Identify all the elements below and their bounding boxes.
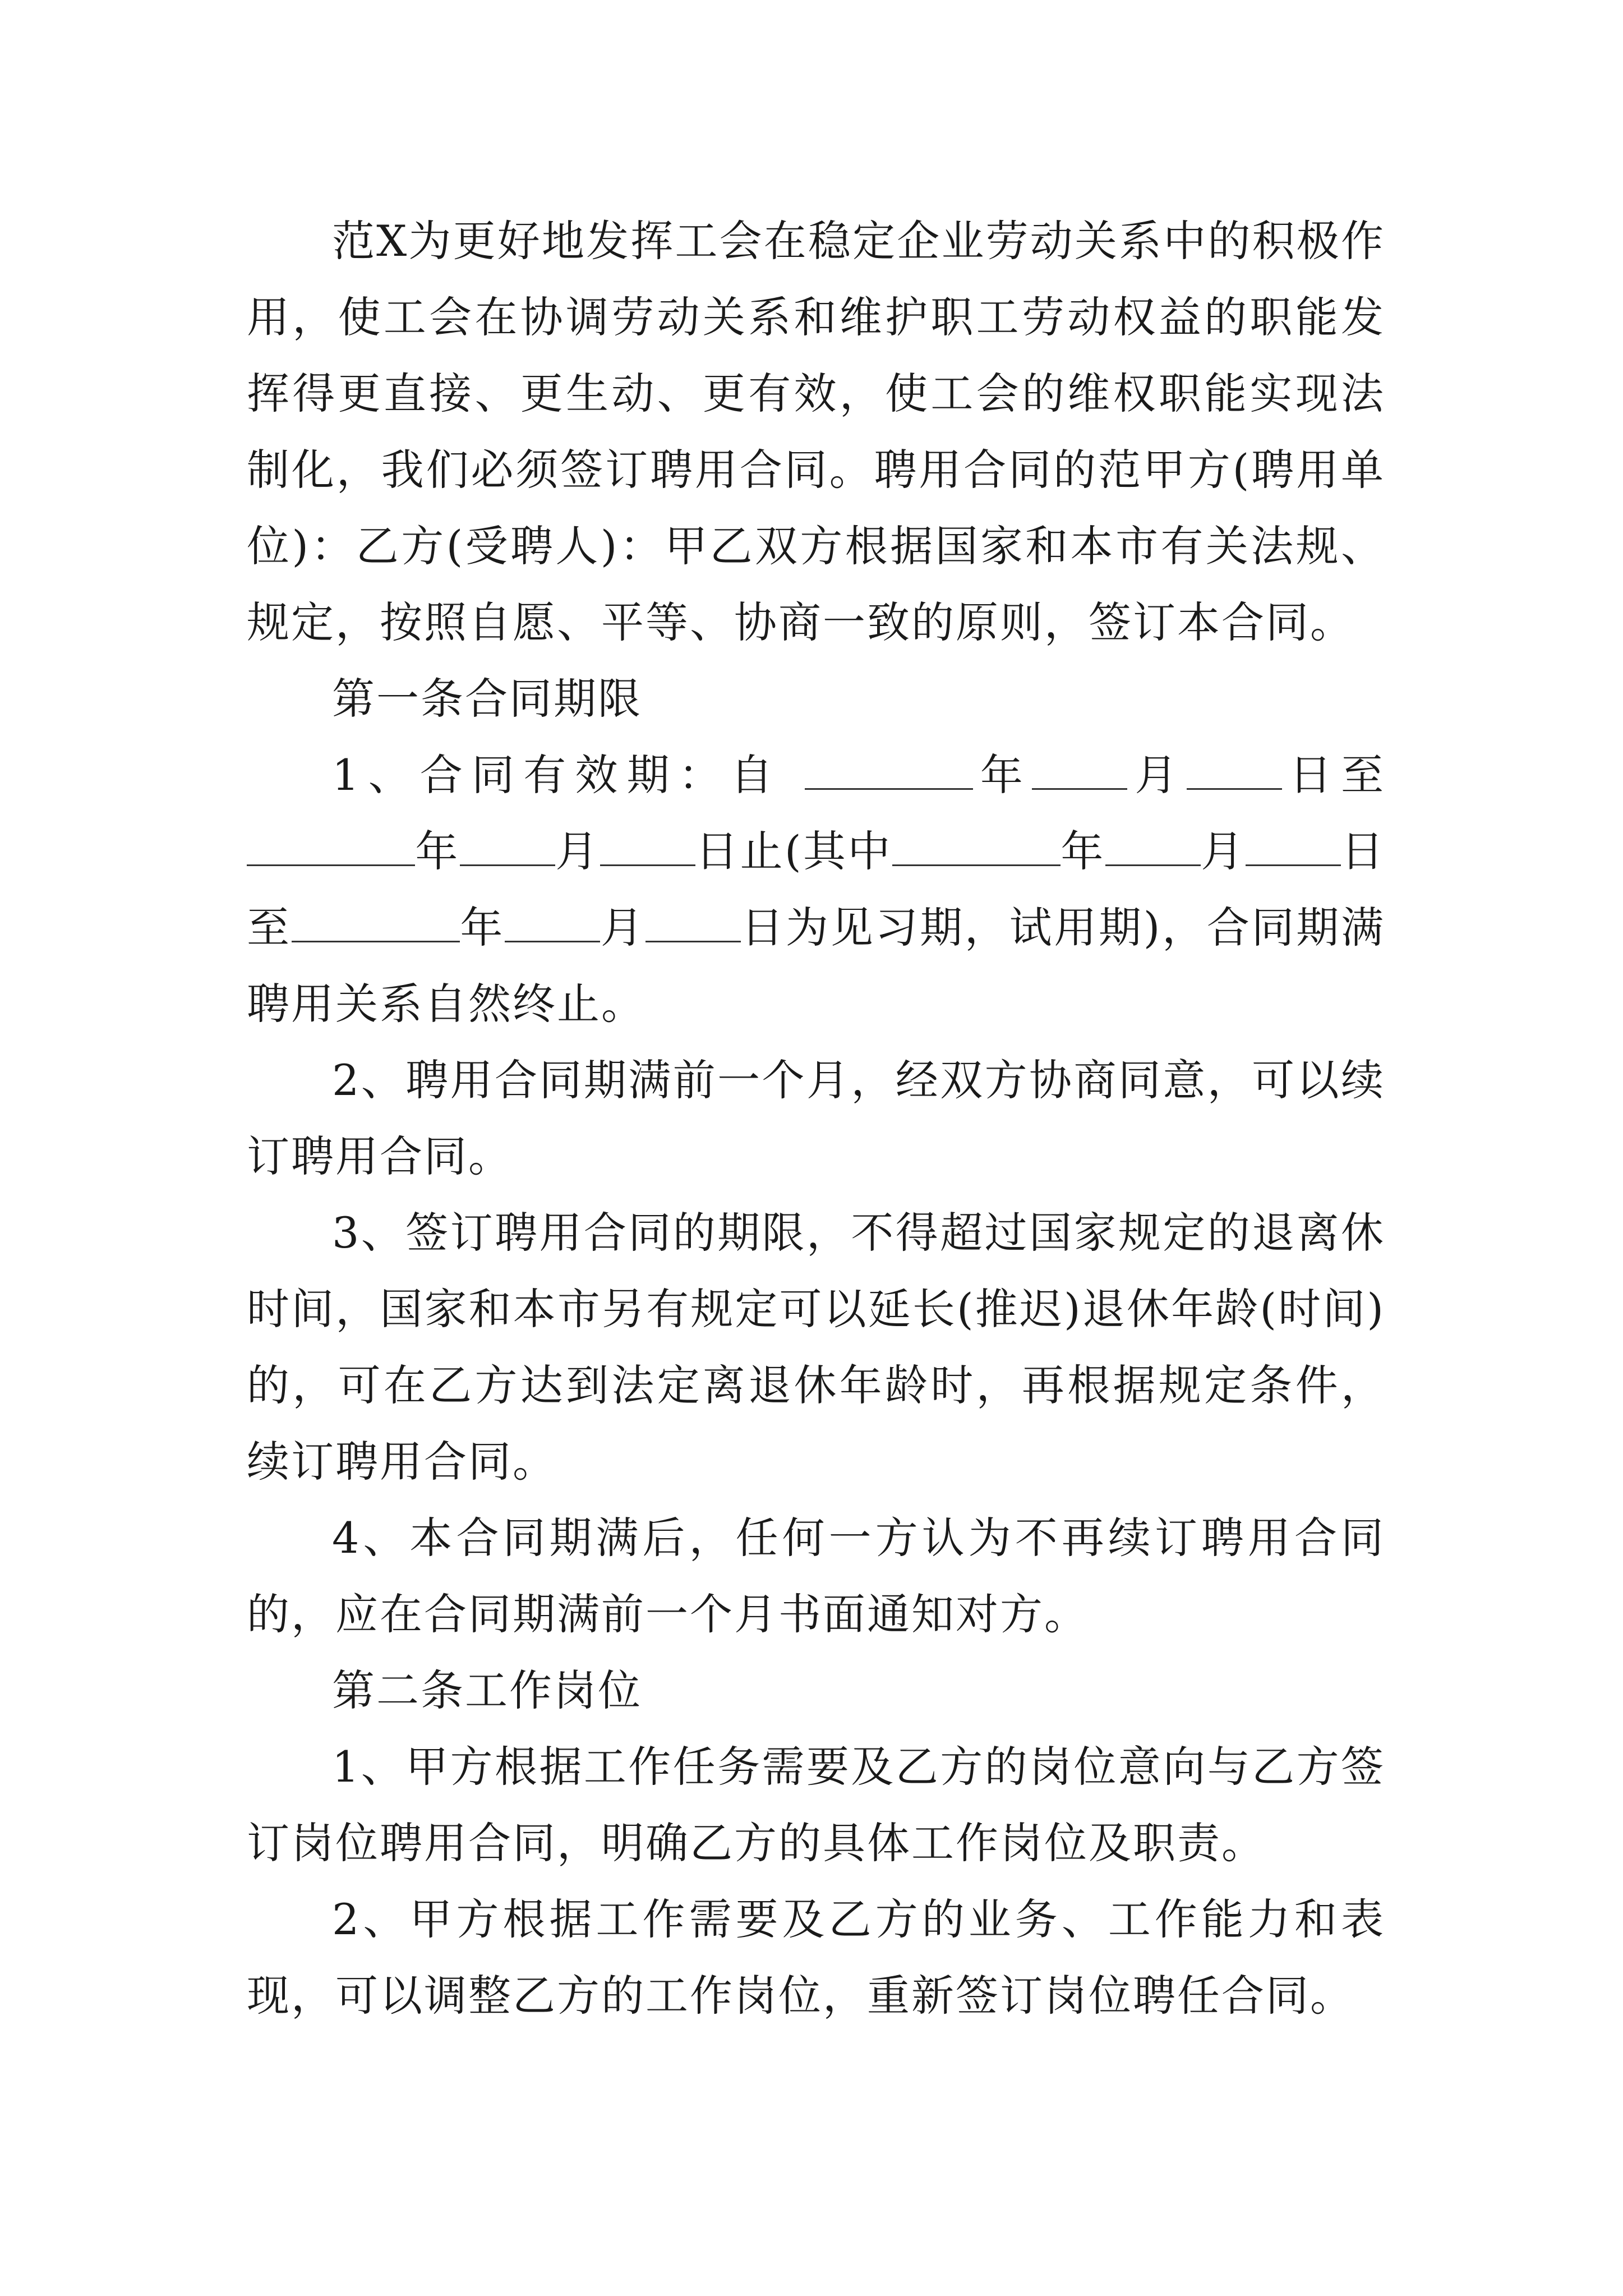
- start-day-blank: [1187, 750, 1282, 790]
- article-1-item-2: 2、聘用合同期满前一个月，经双方协商同意，可以续订聘用合同。: [247, 1055, 1385, 1181]
- end-day-label: 日止(其中: [695, 826, 892, 876]
- article-1-item-4: 4、本合同期满后，任何一方认为不再续订聘用合同的，应在合同期满前一个月书面通知对方。: [247, 1513, 1385, 1639]
- end-year-blank: [247, 826, 415, 866]
- article-1-item-3: 3、签订聘用合同的期限，不得超过国家规定的退离休时间，国家和本市另有规定可以延长(推迟)退休年龄(时间)的，可在乙方达到法定离退休年龄时，再根据规定条件，续订聘用合同。: [247, 1208, 1385, 1487]
- start-year-label: 年: [972, 750, 1032, 800]
- intro-paragraph: 范X为更好地发挥工会在稳定企业劳动关系中的积极作用，使工会在协调劳动关系和维护职工劳动权益的职能发挥得更直接、更生动、更有效，使工会的维权职能实现法制化，我们必须签订聘用合同。聘用合同的范甲方(聘用单位)：乙方(受聘人)：甲乙双方根据国家和本市有关法规、规定，按照自愿、平等、协商一致的原则，签订本合同。: [247, 216, 1385, 647]
- end-month-blank: [460, 826, 555, 866]
- probation-start-month-blank: [1105, 826, 1201, 866]
- start-year-blank: [805, 750, 973, 790]
- article-2-title: 第二条工作岗位: [332, 1665, 642, 1715]
- probation-start-month-label: 月: [1200, 826, 1246, 876]
- probation-to-label: 至: [247, 903, 292, 953]
- article-1-title: 第一条合同期限: [332, 674, 642, 724]
- article-1-item-1: [247, 737, 1385, 1042]
- term-prefix: 1、合同有效期：自: [332, 750, 782, 800]
- probation-start-year-blank: [892, 826, 1061, 866]
- probation-start-year-label: 年: [1060, 826, 1105, 876]
- start-day-label: 日至: [1281, 750, 1385, 800]
- probation-start-day-blank: [1246, 826, 1341, 866]
- probation-end-month-blank: [505, 903, 600, 942]
- term-suffix: 日为见习期，试用期)，合同期满聘用关系自然终止。: [247, 903, 1386, 1029]
- probation-end-month-label: 月: [600, 903, 645, 953]
- document-body: [247, 203, 1385, 2034]
- article-2-item-1: 1、甲方根据工作任务需要及乙方的岗位意向与乙方签订岗位聘用合同，明确乙方的具体工作岗位及职责。: [247, 1742, 1385, 1868]
- probation-end-day-blank: [645, 903, 741, 942]
- start-month-label: 月: [1127, 750, 1187, 800]
- probation-end-year-blank: [292, 903, 460, 942]
- article-2-item-2: 2、甲方根据工作需要及乙方的业务、工作能力和表现，可以调整乙方的工作岗位，重新签订岗位聘任合同。: [247, 1894, 1385, 2021]
- end-year-label: 年: [415, 826, 460, 876]
- end-month-label: 月: [555, 826, 600, 876]
- probation-start-day-label: 日: [1340, 826, 1386, 876]
- end-day-blank: [600, 826, 695, 866]
- probation-end-year-label: 年: [459, 903, 505, 953]
- start-month-blank: [1032, 750, 1127, 790]
